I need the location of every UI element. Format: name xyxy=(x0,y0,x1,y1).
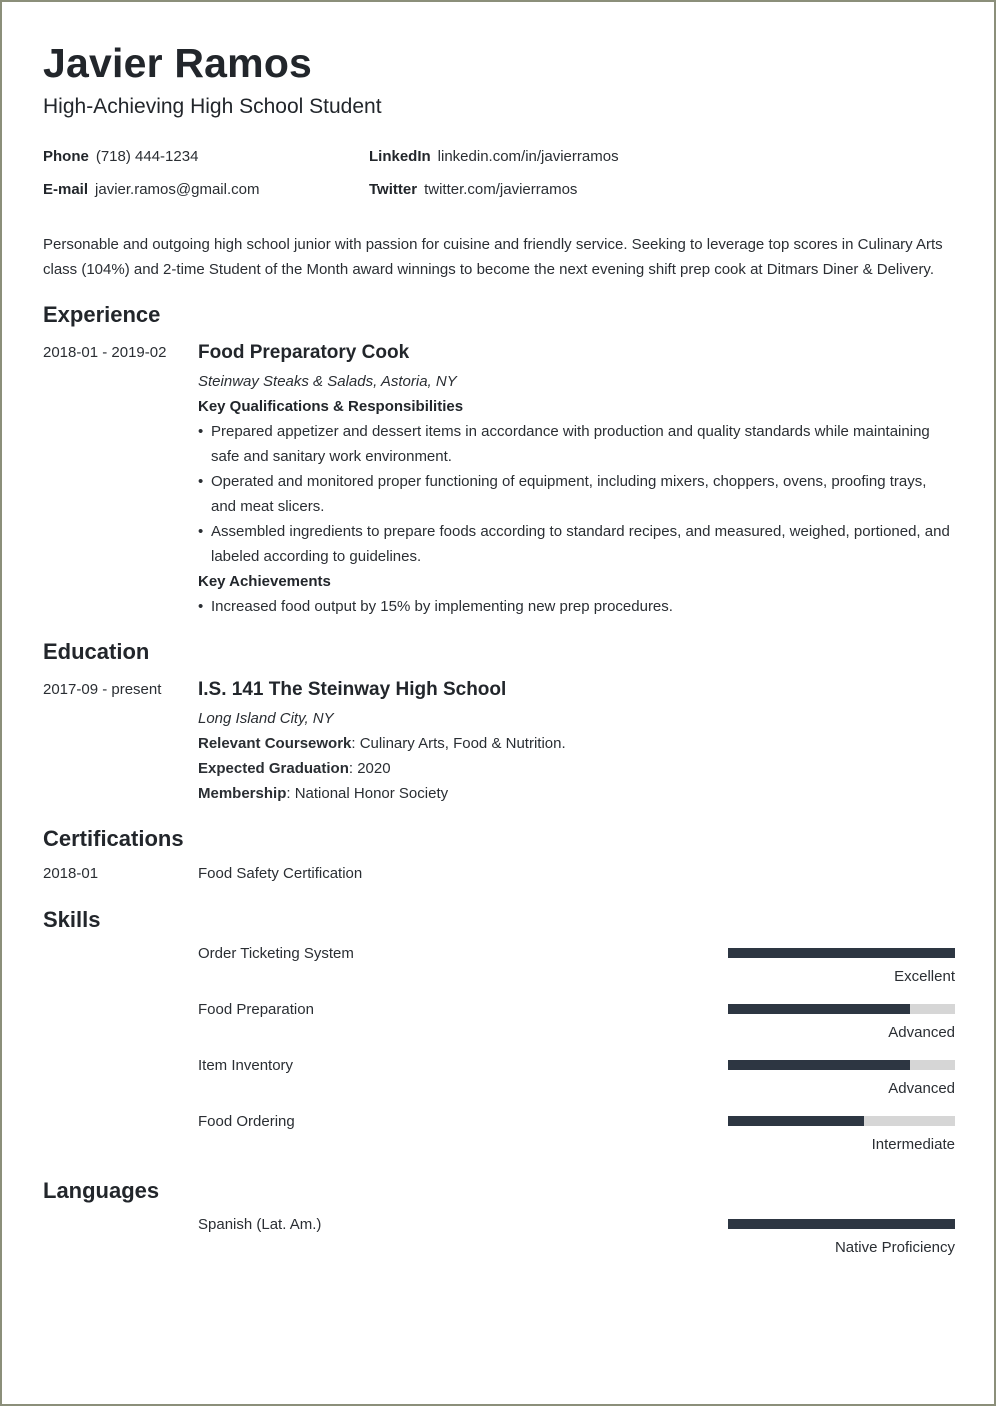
coursework-label: Relevant Coursework xyxy=(198,735,352,752)
skills-heading: Skills xyxy=(43,907,101,932)
education-date: 2017-09 - present xyxy=(43,681,162,698)
language-level: Native Proficiency xyxy=(834,1239,955,1256)
contact-linkedin xyxy=(369,148,619,165)
achievements-heading: Key Achievements xyxy=(198,573,331,590)
skill-name: Order Ticketing System xyxy=(198,945,354,962)
contact-phone xyxy=(43,148,198,165)
skill-name: Food Ordering xyxy=(198,1113,295,1130)
certifications-heading: Certifications xyxy=(43,826,184,851)
skill-bar xyxy=(728,1060,955,1070)
language-bar-fill xyxy=(728,1219,955,1229)
skill-bar xyxy=(728,1116,955,1126)
candidate-headline: High-Achieving High School Student xyxy=(43,95,382,118)
list-item: • Operated and monitored proper functioning of equipment, including mixers, choppers, ovens, proofing trays, and meat slicers. xyxy=(198,469,955,519)
list-item: • Prepared appetizer and dessert items in accordance with production and quality standards while maintaining safe and sanitary work environment. xyxy=(198,419,955,469)
skill-bar-fill xyxy=(728,1116,864,1126)
graduation-value: : 2020 xyxy=(348,760,391,777)
skill-bar-fill xyxy=(728,1004,910,1014)
skill-bar-fill xyxy=(728,948,955,958)
experience-date: 2018-01 - 2019-02 xyxy=(43,344,167,361)
achievement-list xyxy=(198,594,955,619)
skill-row xyxy=(198,1113,955,1163)
job-title: Food Preparatory Cook xyxy=(198,342,410,363)
certification-entry xyxy=(198,861,955,886)
skill-bar xyxy=(728,948,955,958)
experience-heading: Experience xyxy=(43,302,161,327)
languages-heading: Languages xyxy=(43,1178,160,1203)
linkedin-label: LinkedIn xyxy=(369,148,431,165)
skill-level: Advanced xyxy=(888,1024,955,1041)
qualifications-heading: Key Qualifications & Responsibilities xyxy=(198,398,464,415)
email-label: E-mail xyxy=(43,181,89,198)
contact-twitter xyxy=(369,181,577,198)
phone-value: (718) 444-1234 xyxy=(95,148,199,165)
language-row xyxy=(198,1216,955,1266)
graduation-label: Expected Graduation xyxy=(198,760,349,777)
experience-entry xyxy=(198,340,955,619)
skill-level: Intermediate xyxy=(871,1136,955,1153)
list-item: • Increased food output by 15% by implementing new prep procedures. xyxy=(198,594,955,619)
skill-level: Excellent xyxy=(894,968,955,985)
school-name: I.S. 141 The Steinway High School xyxy=(198,679,507,700)
skill-bar xyxy=(728,1004,955,1014)
certification-date: 2018-01 xyxy=(43,865,99,882)
twitter-value[interactable]: twitter.com/javierramos xyxy=(424,181,578,198)
membership-value: : National Honor Society xyxy=(286,785,449,802)
email-value[interactable]: javier.ramos@gmail.com xyxy=(95,181,260,198)
skill-row xyxy=(198,1001,955,1051)
skill-row xyxy=(198,1057,955,1107)
job-location: Steinway Steaks & Salads, Astoria, NY xyxy=(198,373,457,390)
graduation-line xyxy=(198,756,955,781)
skill-name: Item Inventory xyxy=(198,1057,294,1074)
responsibility-list xyxy=(198,419,955,569)
profile-summary: Personable and outgoing high school junior with passion for cuisine and friendly service. Seeking to leverage top scores in Culinary Arts class (104%) and 2-time Student of the Month award winnings to become the next evening shift prep cook at Ditmars Diner & Delivery. xyxy=(43,236,943,278)
skill-level: Advanced xyxy=(888,1080,955,1097)
certification-name: Food Safety Certification xyxy=(198,865,363,882)
language-name: Spanish (Lat. Am.) xyxy=(198,1216,322,1233)
school-location: Long Island City, NY xyxy=(198,710,334,727)
membership-line xyxy=(198,781,955,806)
linkedin-value[interactable]: linkedin.com/in/javierramos xyxy=(437,148,619,165)
list-item: • Assembled ingredients to prepare foods according to standard recipes, and measured, weighed, portioned, and labeled according to guidelines. xyxy=(198,519,955,569)
skill-row xyxy=(198,945,955,995)
coursework-line xyxy=(198,731,955,756)
skill-bar-fill xyxy=(728,1060,910,1070)
education-entry xyxy=(198,677,955,806)
education-heading: Education xyxy=(43,639,150,664)
candidate-name: Javier Ramos xyxy=(43,40,313,86)
language-bar xyxy=(728,1219,955,1229)
contact-email xyxy=(43,181,259,198)
skill-name: Food Preparation xyxy=(198,1001,314,1018)
twitter-label: Twitter xyxy=(369,181,418,198)
coursework-value: : Culinary Arts, Food & Nutrition. xyxy=(351,735,566,752)
membership-label: Membership xyxy=(198,785,287,802)
phone-label: Phone xyxy=(43,148,89,165)
